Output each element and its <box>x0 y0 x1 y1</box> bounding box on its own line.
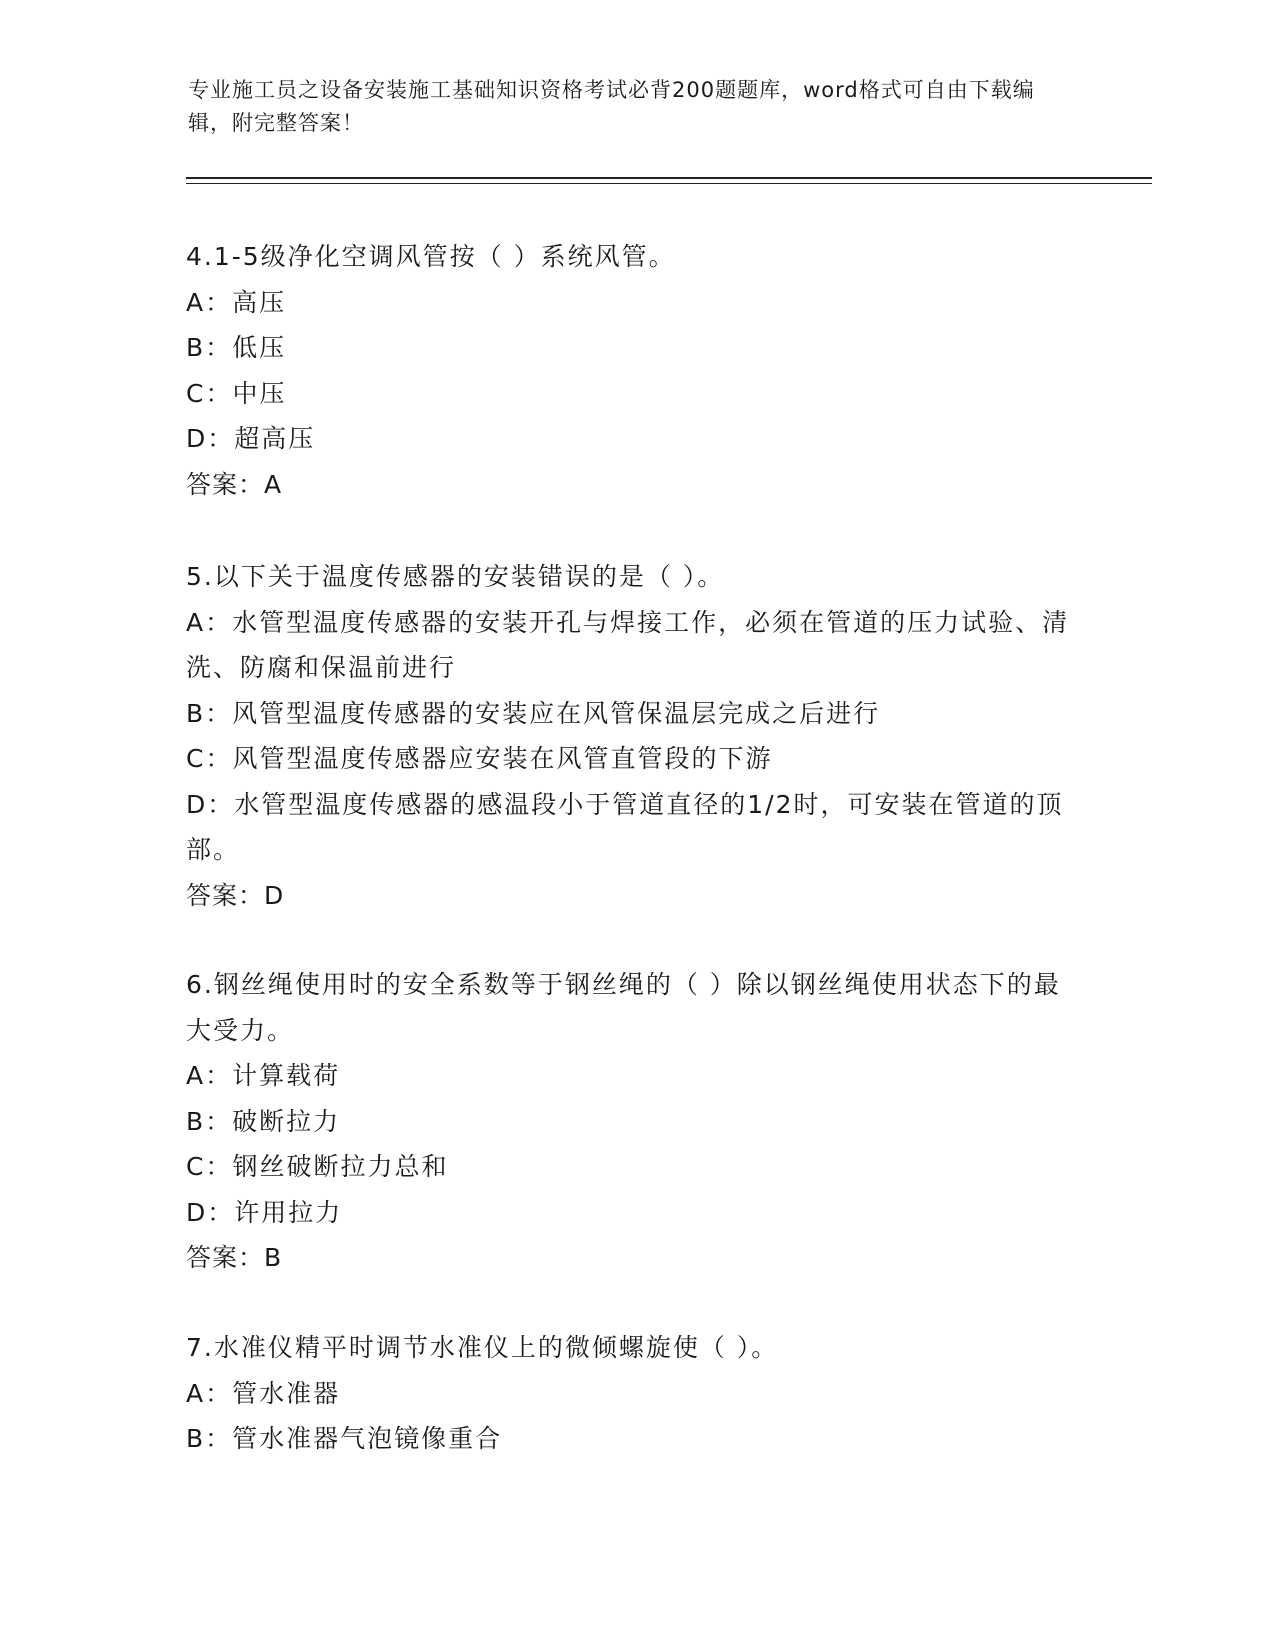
option-b: B：破断拉力 <box>186 1106 341 1136</box>
question-stem: 5.以下关于温度传感器的安装错误的是（ ）。 <box>186 562 725 591</box>
question-5 <box>186 554 1076 918</box>
option-b: B：低压 <box>186 333 287 362</box>
option-a: A：计算载荷 <box>186 1061 341 1090</box>
document-header: 专业施工员之设备安装施工基础知识资格考试必背200题题库，word格式可自由下载编辑，附完整答案！ <box>188 78 1035 135</box>
question-stem: 7.水准仪精平时调节水准仪上的微倾螺旋使（ ）。 <box>186 1333 779 1362</box>
answer: 答案：A <box>186 469 283 499</box>
question-stem: 6.钢丝绳使用时的安全系数等于钢丝绳的（ ）除以钢丝绳使用状态下的最大受力。 <box>186 970 1061 1045</box>
option-d: D：超高压 <box>186 424 316 453</box>
answer: 答案：D <box>186 880 285 910</box>
option-b: B：风管型温度传感器的安装应在风管保温层完成之后进行 <box>186 698 881 728</box>
question-stem: 4.1-5级净化空调风管按（ ）系统风管。 <box>186 242 676 271</box>
question-6 <box>186 962 1076 1281</box>
header-divider-thick <box>186 177 1152 179</box>
option-b: B：管水准器气泡镜像重合 <box>186 1424 503 1453</box>
question-7 <box>186 1325 1076 1462</box>
question-4 <box>186 234 1076 507</box>
answer: 答案：B <box>186 1243 283 1272</box>
option-c: C：中压 <box>186 378 287 408</box>
option-c: C：钢丝破断拉力总和 <box>186 1152 449 1181</box>
option-c: C：风管型温度传感器应安装在风管直管段的下游 <box>186 744 773 773</box>
option-a: A：管水准器 <box>186 1378 341 1408</box>
option-a: A：水管型温度传感器的安装开孔与焊接工作，必须在管道的压力试验、清洗、防腐和保温前进行 <box>186 607 1070 682</box>
option-a: A：高压 <box>186 287 287 317</box>
header-divider-thin <box>186 183 1152 184</box>
option-d: D：水管型温度传感器的感温段小于管道直径的1/2时，可安装在管道的顶部。 <box>186 789 1064 864</box>
option-d: D：许用拉力 <box>186 1197 343 1227</box>
